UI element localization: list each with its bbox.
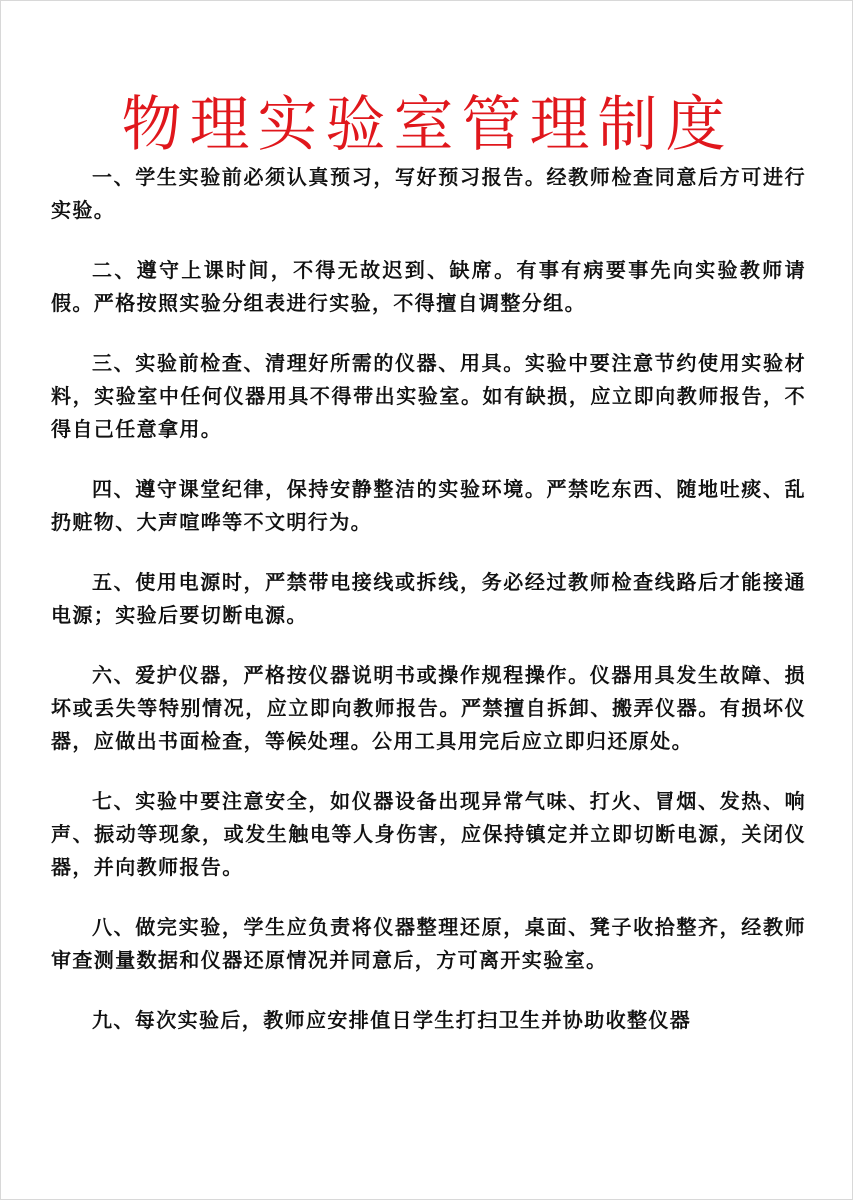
rule-3: 三、实验前检查、清理好所需的仪器、用具。实验中要注意节约使用实验材料，实验室中任何仪器用具不得带出实验室。如有缺损，应立即向教师报告，不得自己任意拿用。	[51, 351, 806, 441]
rule-6: 六、爱护仪器，严格按仪器说明书或操作规程操作。仪器用具发生故障、损坏或丢失等特别情况，应立即向教师报告。严禁擅自拆卸、搬弄仪器。有损坏仪器，应做出书面检查，等候处理。公用工具用完后应立即归还原处。	[51, 663, 806, 753]
rule-4: 四、遵守课堂纪律，保持安静整洁的实验环境。严禁吃东西、随地吐痰、乱扔赃物、大声喧哗等不文明行为。	[51, 477, 806, 534]
rule-8: 八、做完实验，学生应负责将仪器整理还原，桌面、凳子收拾整齐，经教师审查测量数据和仪器还原情况并同意后，方可离开实验室。	[51, 915, 806, 972]
rule-9: 九、每次实验后，教师应安排值日学生打扫卫生并协助收整仪器	[92, 1008, 692, 1032]
page-title: 物理实验室管理制度	[121, 90, 734, 161]
rule-2: 二、遵守上课时间，不得无故迟到、缺席。有事有病要事先向实验教师请假。严格按照实验分组表进行实验，不得擅自调整分组。	[51, 258, 806, 315]
rule-7: 七、实验中要注意安全，如仪器设备出现异常气味、打火、冒烟、发热、响声、振动等现象，或发生触电等人身伤害，应保持镇定并立即切断电源，关闭仪器，并向教师报告。	[51, 789, 806, 879]
rule-5: 五、使用电源时，严禁带电接线或拆线，务必经过教师检查线路后才能接通电源；实验后要切断电源。	[51, 570, 806, 627]
rule-1: 一、学生实验前必须认真预习，写好预习报告。经教师检查同意后方可进行实验。	[51, 165, 806, 222]
rules-list	[51, 161, 806, 1064]
